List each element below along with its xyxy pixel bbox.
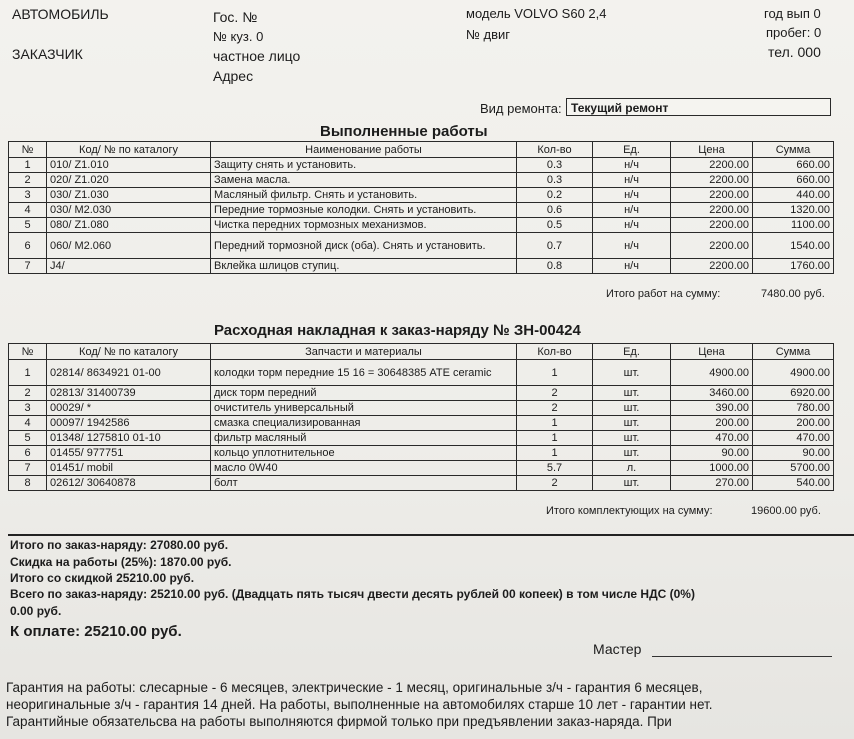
cell-price: 1000.00 xyxy=(671,461,753,476)
col-header: Цена xyxy=(671,344,753,360)
table-row xyxy=(9,360,834,386)
repair-type-value: Текущий ремонт xyxy=(566,98,831,116)
cell-price: 2200.00 xyxy=(671,203,753,218)
cell-sum: 90.00 xyxy=(753,446,834,461)
table-row xyxy=(9,401,834,416)
cell-unit: н/ч xyxy=(593,203,671,218)
cell-n: 3 xyxy=(9,188,47,203)
cell-unit: н/ч xyxy=(593,158,671,173)
col-header: Наименование работы xyxy=(211,142,517,158)
cell-unit: л. xyxy=(593,461,671,476)
divider xyxy=(8,534,854,536)
cell-qty: 0.2 xyxy=(517,188,593,203)
cell-unit: шт. xyxy=(593,360,671,386)
cell-sum: 6920.00 xyxy=(753,386,834,401)
cell-price: 270.00 xyxy=(671,476,753,491)
cell-qty: 0.7 xyxy=(517,233,593,259)
cell-price: 4900.00 xyxy=(671,360,753,386)
cell-qty: 2 xyxy=(517,386,593,401)
cell-n: 5 xyxy=(9,218,47,233)
cell-code: 030/ Z1.030 xyxy=(47,188,211,203)
phone: тел. 000 xyxy=(768,44,821,60)
cell-code: 01451/ mobil xyxy=(47,461,211,476)
cell-qty: 2 xyxy=(517,476,593,491)
summary-total: Итого по заказ-наряду: 27080.00 руб. xyxy=(10,538,229,552)
cell-unit: шт. xyxy=(593,416,671,431)
cell-n: 7 xyxy=(9,259,47,274)
cell-n: 1 xyxy=(9,158,47,173)
cell-n: 6 xyxy=(9,233,47,259)
col-header: № xyxy=(9,142,47,158)
cell-code: 02612/ 30640878 xyxy=(47,476,211,491)
col-header: Сумма xyxy=(753,142,834,158)
engine-number: № двиг xyxy=(466,27,511,42)
cell-name: очиститель универсальный xyxy=(211,401,517,416)
table-row xyxy=(9,259,834,274)
cell-unit: н/ч xyxy=(593,259,671,274)
cell-qty: 0.3 xyxy=(517,173,593,188)
cell-n: 7 xyxy=(9,461,47,476)
cell-sum: 5700.00 xyxy=(753,461,834,476)
summary-grand-total: Всего по заказ-наряду: 25210.00 руб. (Двадцать пять тысяч двести десять рублей 00 копеек) в том числе НДС (0%) xyxy=(10,587,695,601)
table-row xyxy=(9,431,834,446)
cell-name: Защиту снять и установить. xyxy=(211,158,517,173)
cell-code: 02813/ 31400739 xyxy=(47,386,211,401)
table-row xyxy=(9,218,834,233)
works-header-row xyxy=(9,142,834,158)
cell-code: 00097/ 1942586 xyxy=(47,416,211,431)
cell-code: 01348/ 1275810 01-10 xyxy=(47,431,211,446)
cell-n: 1 xyxy=(9,360,47,386)
cell-n: 3 xyxy=(9,401,47,416)
table-row xyxy=(9,476,834,491)
cell-unit: шт. xyxy=(593,401,671,416)
cell-sum: 1540.00 xyxy=(753,233,834,259)
cell-code: 020/ Z1.020 xyxy=(47,173,211,188)
cell-price: 3460.00 xyxy=(671,386,753,401)
table-row xyxy=(9,158,834,173)
cell-code: 060/ M2.060 xyxy=(47,233,211,259)
works-title: Выполненные работы xyxy=(320,123,488,140)
mileage: пробег: 0 xyxy=(766,25,822,40)
table-row xyxy=(9,446,834,461)
col-header: Сумма xyxy=(753,344,834,360)
customer-label: ЗАКАЗЧИК xyxy=(12,46,83,62)
cell-qty: 0.6 xyxy=(517,203,593,218)
cell-name: смазка специализированная xyxy=(211,416,517,431)
gos-number: Гос. № xyxy=(213,9,258,25)
amount-due: К оплате: 25210.00 руб. xyxy=(10,623,182,640)
cell-name: масло 0W40 xyxy=(211,461,517,476)
cell-price: 200.00 xyxy=(671,416,753,431)
car-label: АВТОМОБИЛЬ xyxy=(12,6,109,22)
cell-price: 2200.00 xyxy=(671,188,753,203)
col-header: Кол-во xyxy=(517,344,593,360)
cell-qty: 0.5 xyxy=(517,218,593,233)
parts-total-label: Итого комплектующих на сумму: xyxy=(546,505,713,517)
car-model: модель VOLVO S60 2,4 xyxy=(466,6,607,21)
summary-discount: Скидка на работы (25%): 1870.00 руб. xyxy=(10,555,232,569)
cell-name: Вклейка шлицов ступиц. xyxy=(211,259,517,274)
cell-name: Масляный фильтр. Снять и установить. xyxy=(211,188,517,203)
cell-name: Замена масла. xyxy=(211,173,517,188)
table-row xyxy=(9,188,834,203)
cell-code: 010/ Z1.010 xyxy=(47,158,211,173)
repair-type-label: Вид ремонта: xyxy=(480,101,562,116)
cell-n: 4 xyxy=(9,416,47,431)
cell-name: болт xyxy=(211,476,517,491)
col-header: Код/ № по каталогу xyxy=(47,142,211,158)
col-header: Кол-во xyxy=(517,142,593,158)
cell-price: 470.00 xyxy=(671,431,753,446)
cell-price: 2200.00 xyxy=(671,259,753,274)
cell-unit: н/ч xyxy=(593,173,671,188)
master-signature-line xyxy=(652,656,832,657)
col-header: Ед. xyxy=(593,344,671,360)
body-number: № куз. 0 xyxy=(213,29,264,44)
cell-name: Чистка передних тормозных механизмов. xyxy=(211,218,517,233)
cell-code: 080/ Z1.080 xyxy=(47,218,211,233)
table-row xyxy=(9,233,834,259)
cell-name: колодки торм передние 15 16 = 30648385 ATE ceramic xyxy=(211,360,517,386)
cell-qty: 0.8 xyxy=(517,259,593,274)
cell-qty: 0.3 xyxy=(517,158,593,173)
col-header: Цена xyxy=(671,142,753,158)
cell-unit: н/ч xyxy=(593,233,671,259)
cell-sum: 660.00 xyxy=(753,173,834,188)
table-row xyxy=(9,461,834,476)
cell-qty: 1 xyxy=(517,431,593,446)
cell-sum: 470.00 xyxy=(753,431,834,446)
cell-n: 5 xyxy=(9,431,47,446)
cell-code: 02814/ 8634921 01-00 xyxy=(47,360,211,386)
cell-sum: 780.00 xyxy=(753,401,834,416)
cell-qty: 5.7 xyxy=(517,461,593,476)
cell-qty: 1 xyxy=(517,360,593,386)
cell-sum: 1320.00 xyxy=(753,203,834,218)
cell-code: 030/ M2.030 xyxy=(47,203,211,218)
customer-type: частное лицо xyxy=(213,48,301,64)
summary-vat: 0.00 руб. xyxy=(10,604,62,618)
parts-header-row xyxy=(9,344,834,360)
cell-unit: шт. xyxy=(593,476,671,491)
address: Адрес xyxy=(213,68,254,84)
cell-price: 390.00 xyxy=(671,401,753,416)
year: год вып 0 xyxy=(764,6,821,21)
parts-title: Расходная накладная к заказ-наряду № ЗН-00424 xyxy=(214,322,581,339)
cell-sum: 1760.00 xyxy=(753,259,834,274)
summary-discounted: Итого со скидкой 25210.00 руб. xyxy=(10,571,195,585)
cell-unit: шт. xyxy=(593,386,671,401)
warranty-line-1: Гарантия на работы: слесарные - 6 месяцев, электрические - 1 месяц, оригинальные з/ч - гарантия 6 месяцев, xyxy=(6,680,703,695)
cell-price: 2200.00 xyxy=(671,233,753,259)
cell-unit: шт. xyxy=(593,431,671,446)
cell-name: Передний тормозной диск (оба). Снять и установить. xyxy=(211,233,517,259)
col-header: Запчасти и материалы xyxy=(211,344,517,360)
cell-price: 90.00 xyxy=(671,446,753,461)
cell-sum: 440.00 xyxy=(753,188,834,203)
cell-n: 8 xyxy=(9,476,47,491)
cell-code: 00029/ * xyxy=(47,401,211,416)
master-label: Мастер xyxy=(593,641,642,657)
warranty-line-3: Гарантийные обязательсва на работы выполняются фирмой только при предъявлении заказ-наряда. При xyxy=(6,714,672,729)
cell-sum: 4900.00 xyxy=(753,360,834,386)
parts-table xyxy=(8,343,834,491)
cell-n: 2 xyxy=(9,386,47,401)
cell-n: 4 xyxy=(9,203,47,218)
cell-price: 2200.00 xyxy=(671,158,753,173)
table-row xyxy=(9,416,834,431)
cell-sum: 660.00 xyxy=(753,158,834,173)
works-total-value: 7480.00 руб. xyxy=(761,288,825,300)
cell-name: кольцо уплотнительное xyxy=(211,446,517,461)
cell-code: J4/ xyxy=(47,259,211,274)
cell-name: фильтр масляный xyxy=(211,431,517,446)
cell-n: 2 xyxy=(9,173,47,188)
cell-sum: 540.00 xyxy=(753,476,834,491)
cell-code: 01455/ 977751 xyxy=(47,446,211,461)
cell-unit: н/ч xyxy=(593,188,671,203)
col-header: Ед. xyxy=(593,142,671,158)
cell-price: 2200.00 xyxy=(671,218,753,233)
parts-total-value: 19600.00 руб. xyxy=(751,505,821,517)
table-row xyxy=(9,173,834,188)
cell-unit: шт. xyxy=(593,446,671,461)
table-row xyxy=(9,386,834,401)
cell-qty: 1 xyxy=(517,416,593,431)
table-row xyxy=(9,203,834,218)
cell-sum: 200.00 xyxy=(753,416,834,431)
works-total-label: Итого работ на сумму: xyxy=(606,288,721,300)
cell-name: диск торм передний xyxy=(211,386,517,401)
cell-name: Передние тормозные колодки. Снять и установить. xyxy=(211,203,517,218)
cell-unit: н/ч xyxy=(593,218,671,233)
warranty-line-2: неоригинальные з/ч - гарантия 14 дней. На работы, выполненные на автомобилях старше 10 лет - гарантии нет. xyxy=(6,697,713,712)
cell-price: 2200.00 xyxy=(671,173,753,188)
col-header: Код/ № по каталогу xyxy=(47,344,211,360)
works-table xyxy=(8,141,834,274)
col-header: № xyxy=(9,344,47,360)
cell-sum: 1100.00 xyxy=(753,218,834,233)
cell-qty: 1 xyxy=(517,446,593,461)
cell-qty: 2 xyxy=(517,401,593,416)
cell-n: 6 xyxy=(9,446,47,461)
